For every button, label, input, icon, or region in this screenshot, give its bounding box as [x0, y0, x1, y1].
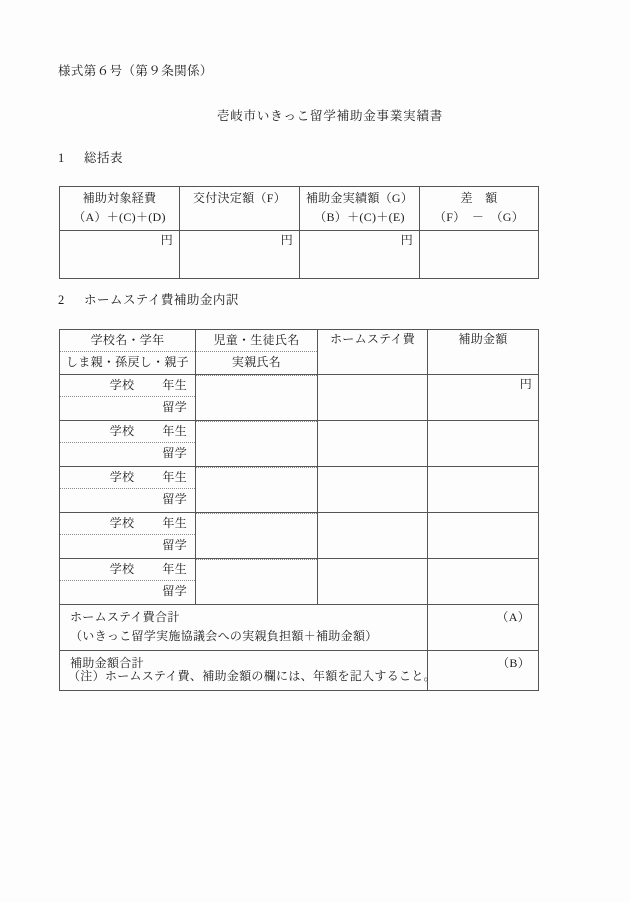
header-line-1: 交付決定額（F） — [192, 191, 287, 205]
header-line-1: 差 額 — [460, 191, 498, 205]
footnote: （注）ホームステイ費、補助金額の欄には、年額を記入すること。 — [68, 669, 436, 683]
summary-value-actual-subsidy[interactable]: 円 — [300, 231, 420, 279]
header-line-2: （A）＋(C)＋(D) — [73, 210, 166, 224]
page-title: 壱岐市いきっこ留学補助金事業実績書 — [216, 109, 444, 123]
header-student-name: 児童・生徒氏名 — [196, 330, 317, 352]
header-subsidy-amount: 補助金額 — [428, 330, 539, 375]
header-school-and-grade — [60, 330, 196, 375]
school-grade-line — [60, 559, 195, 581]
cell-student-parent-name[interactable] — [196, 513, 318, 559]
cell-student-parent-name[interactable] — [196, 559, 318, 605]
cell-school-grade[interactable] — [60, 467, 196, 513]
header-real-parent-name: 実親氏名 — [231, 355, 282, 369]
summary-header-difference — [420, 187, 539, 231]
table-total-row — [60, 605, 539, 651]
header-student-and-parent — [196, 330, 318, 375]
total-homestay-fee-label — [60, 605, 428, 651]
student-name-value — [196, 559, 317, 560]
student-name-value — [196, 375, 317, 376]
section-heading-2 — [58, 290, 239, 308]
cell-student-parent-name[interactable] — [196, 375, 318, 421]
table-row — [60, 467, 539, 513]
cell-student-parent-name[interactable] — [196, 467, 318, 513]
school-label: 学校 — [109, 562, 135, 576]
table-header-row — [60, 330, 539, 375]
header-line-2: （B）＋(C)＋(E) — [314, 210, 405, 224]
summary-value-decided-amount[interactable]: 円 — [180, 231, 300, 279]
total-subsidy-value[interactable]: （B） — [428, 651, 539, 691]
table-row — [60, 559, 539, 605]
program-label: 留学 — [162, 400, 187, 414]
summary-value-eligible-expense[interactable]: 円 — [60, 231, 180, 279]
total-label-line-2: （いきっこ留学実施協議会への実親負担額＋補助金額） — [70, 629, 378, 643]
grade-label: 年生 — [162, 378, 187, 392]
cell-homestay-fee[interactable] — [318, 513, 428, 559]
school-label: 学校 — [109, 424, 135, 438]
section-1-label: 総括表 — [84, 151, 124, 165]
cell-subsidy-amount[interactable]: 円 — [428, 375, 539, 421]
school-grade-line — [60, 513, 195, 535]
student-name-value — [196, 467, 317, 468]
cell-homestay-fee[interactable] — [318, 375, 428, 421]
grade-label: 年生 — [162, 562, 187, 576]
total-label-line-1: ホームステイ費合計 — [70, 610, 180, 624]
table-row — [60, 231, 539, 279]
summary-table — [59, 186, 539, 279]
summary-header-actual-subsidy — [300, 187, 420, 231]
header-line-2: （F） － （G） — [433, 210, 525, 224]
section-2-number: 2 — [58, 293, 65, 307]
grade-label: 年生 — [162, 470, 187, 484]
header-host-family-type: しま親・孫戻し・親子 — [65, 355, 189, 369]
header-school-name-grade: 学校名・学年 — [60, 330, 195, 352]
cell-subsidy-amount[interactable] — [428, 421, 539, 467]
program-label: 留学 — [162, 492, 187, 506]
cell-homestay-fee[interactable] — [318, 559, 428, 605]
summary-header-decided-amount — [180, 187, 300, 231]
cell-homestay-fee[interactable] — [318, 421, 428, 467]
cell-subsidy-amount[interactable] — [428, 513, 539, 559]
table-row — [60, 187, 539, 231]
table-row — [60, 421, 539, 467]
summary-header-eligible-expense — [60, 187, 180, 231]
school-label: 学校 — [109, 378, 135, 392]
header-line-1: 補助対象経費 — [82, 191, 157, 205]
cell-school-grade[interactable] — [60, 375, 196, 421]
cell-school-grade[interactable] — [60, 559, 196, 605]
section-2-label: ホームステイ費補助金内訳 — [84, 293, 239, 307]
form-number: 様式第６号（第９条関係） — [58, 64, 213, 78]
cell-student-parent-name[interactable] — [196, 421, 318, 467]
section-heading-1 — [58, 148, 123, 166]
program-label: 留学 — [162, 584, 187, 598]
cell-subsidy-amount[interactable] — [428, 467, 539, 513]
cell-school-grade[interactable] — [60, 421, 196, 467]
summary-value-difference[interactable] — [420, 231, 539, 279]
school-label: 学校 — [109, 470, 135, 484]
table-row — [60, 375, 539, 421]
total-subsidy-label: 補助金額合計 — [60, 651, 428, 691]
cell-subsidy-amount[interactable] — [428, 559, 539, 605]
school-grade-line — [60, 421, 195, 443]
student-name-value — [196, 513, 317, 514]
total-homestay-fee-value[interactable]: （A） — [428, 605, 539, 651]
section-1-number: 1 — [58, 151, 65, 165]
homestay-breakdown-table — [59, 329, 539, 691]
program-label: 留学 — [162, 538, 187, 552]
cell-school-grade[interactable] — [60, 513, 196, 559]
header-line-1: 補助金実績額（G） — [305, 191, 414, 205]
grade-label: 年生 — [162, 424, 187, 438]
grade-label: 年生 — [162, 516, 187, 530]
table-row — [60, 513, 539, 559]
student-name-value — [196, 421, 317, 422]
school-grade-line — [60, 375, 195, 397]
cell-homestay-fee[interactable] — [318, 467, 428, 513]
header-homestay-fee: ホームステイ費 — [318, 330, 428, 375]
program-label: 留学 — [162, 446, 187, 460]
school-grade-line — [60, 467, 195, 489]
school-label: 学校 — [109, 516, 135, 530]
